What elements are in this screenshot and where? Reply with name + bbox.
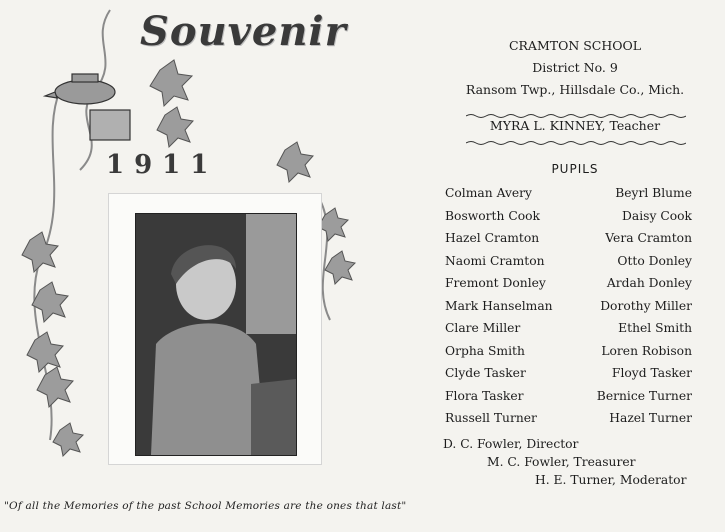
pupil-name: Bernice Turner [596,388,692,403]
souvenir-title: Souvenir [140,8,347,55]
director-label: D. C. Fowler, Director [443,437,579,451]
divider-bottom [466,140,686,146]
pupil-name: Ethel Smith [618,321,692,335]
pupil-name: Beyrl Blume [615,186,692,200]
pupil-name: Daisy Cook [622,208,692,223]
location-label: Ransom Twp., Hillsdale Co., Mich. [465,82,685,97]
pupil-name: Floyd Tasker [611,366,692,380]
pupil-name: Loren Robison [601,343,692,358]
school-name: CRAMTON SCHOOL [508,38,642,53]
treasurer-label: M. C. Fowler, Treasurer [487,455,636,469]
pupil-name: Hazel Cramton [445,231,540,245]
moderator-label: H. E. Turner, Moderator [535,473,687,487]
pupil-name: Russell Turner [445,411,537,425]
pupil-name: Flora Tasker [445,388,524,403]
pupil-name: Mark Hanselman [445,298,553,313]
pupils-left-column [445,182,553,430]
pupil-name: Hazel Turner [609,411,692,425]
year-label: 1911 [106,150,219,180]
district-label: District No. 9 [532,60,618,75]
pupil-name: Ardah Donley [606,276,692,290]
pupil-name: Otto Donley [617,253,692,268]
pupils-right-column [597,182,692,430]
motto-text: "Of all the Memories of the past School Memories are the ones that last" [4,500,407,512]
pupil-name: Bosworth Cook [445,208,540,223]
pupil-name: Naomi Cramton [445,253,545,268]
pupils-heading: PUPILS [551,162,599,176]
pupil-name: Colman Avery [445,186,532,200]
pupil-name: Dorothy Miller [600,298,692,313]
pupil-name: Clyde Tasker [445,366,526,380]
portrait-photo [135,213,297,456]
pupil-name: Orpha Smith [445,343,525,358]
pupil-name: Vera Cramton [605,231,692,245]
teacher-label: MYRA L. KINNEY, Teacher [489,118,661,133]
pupil-name: Fremont Donley [445,276,546,290]
pupil-name: Clare Miller [445,321,521,335]
